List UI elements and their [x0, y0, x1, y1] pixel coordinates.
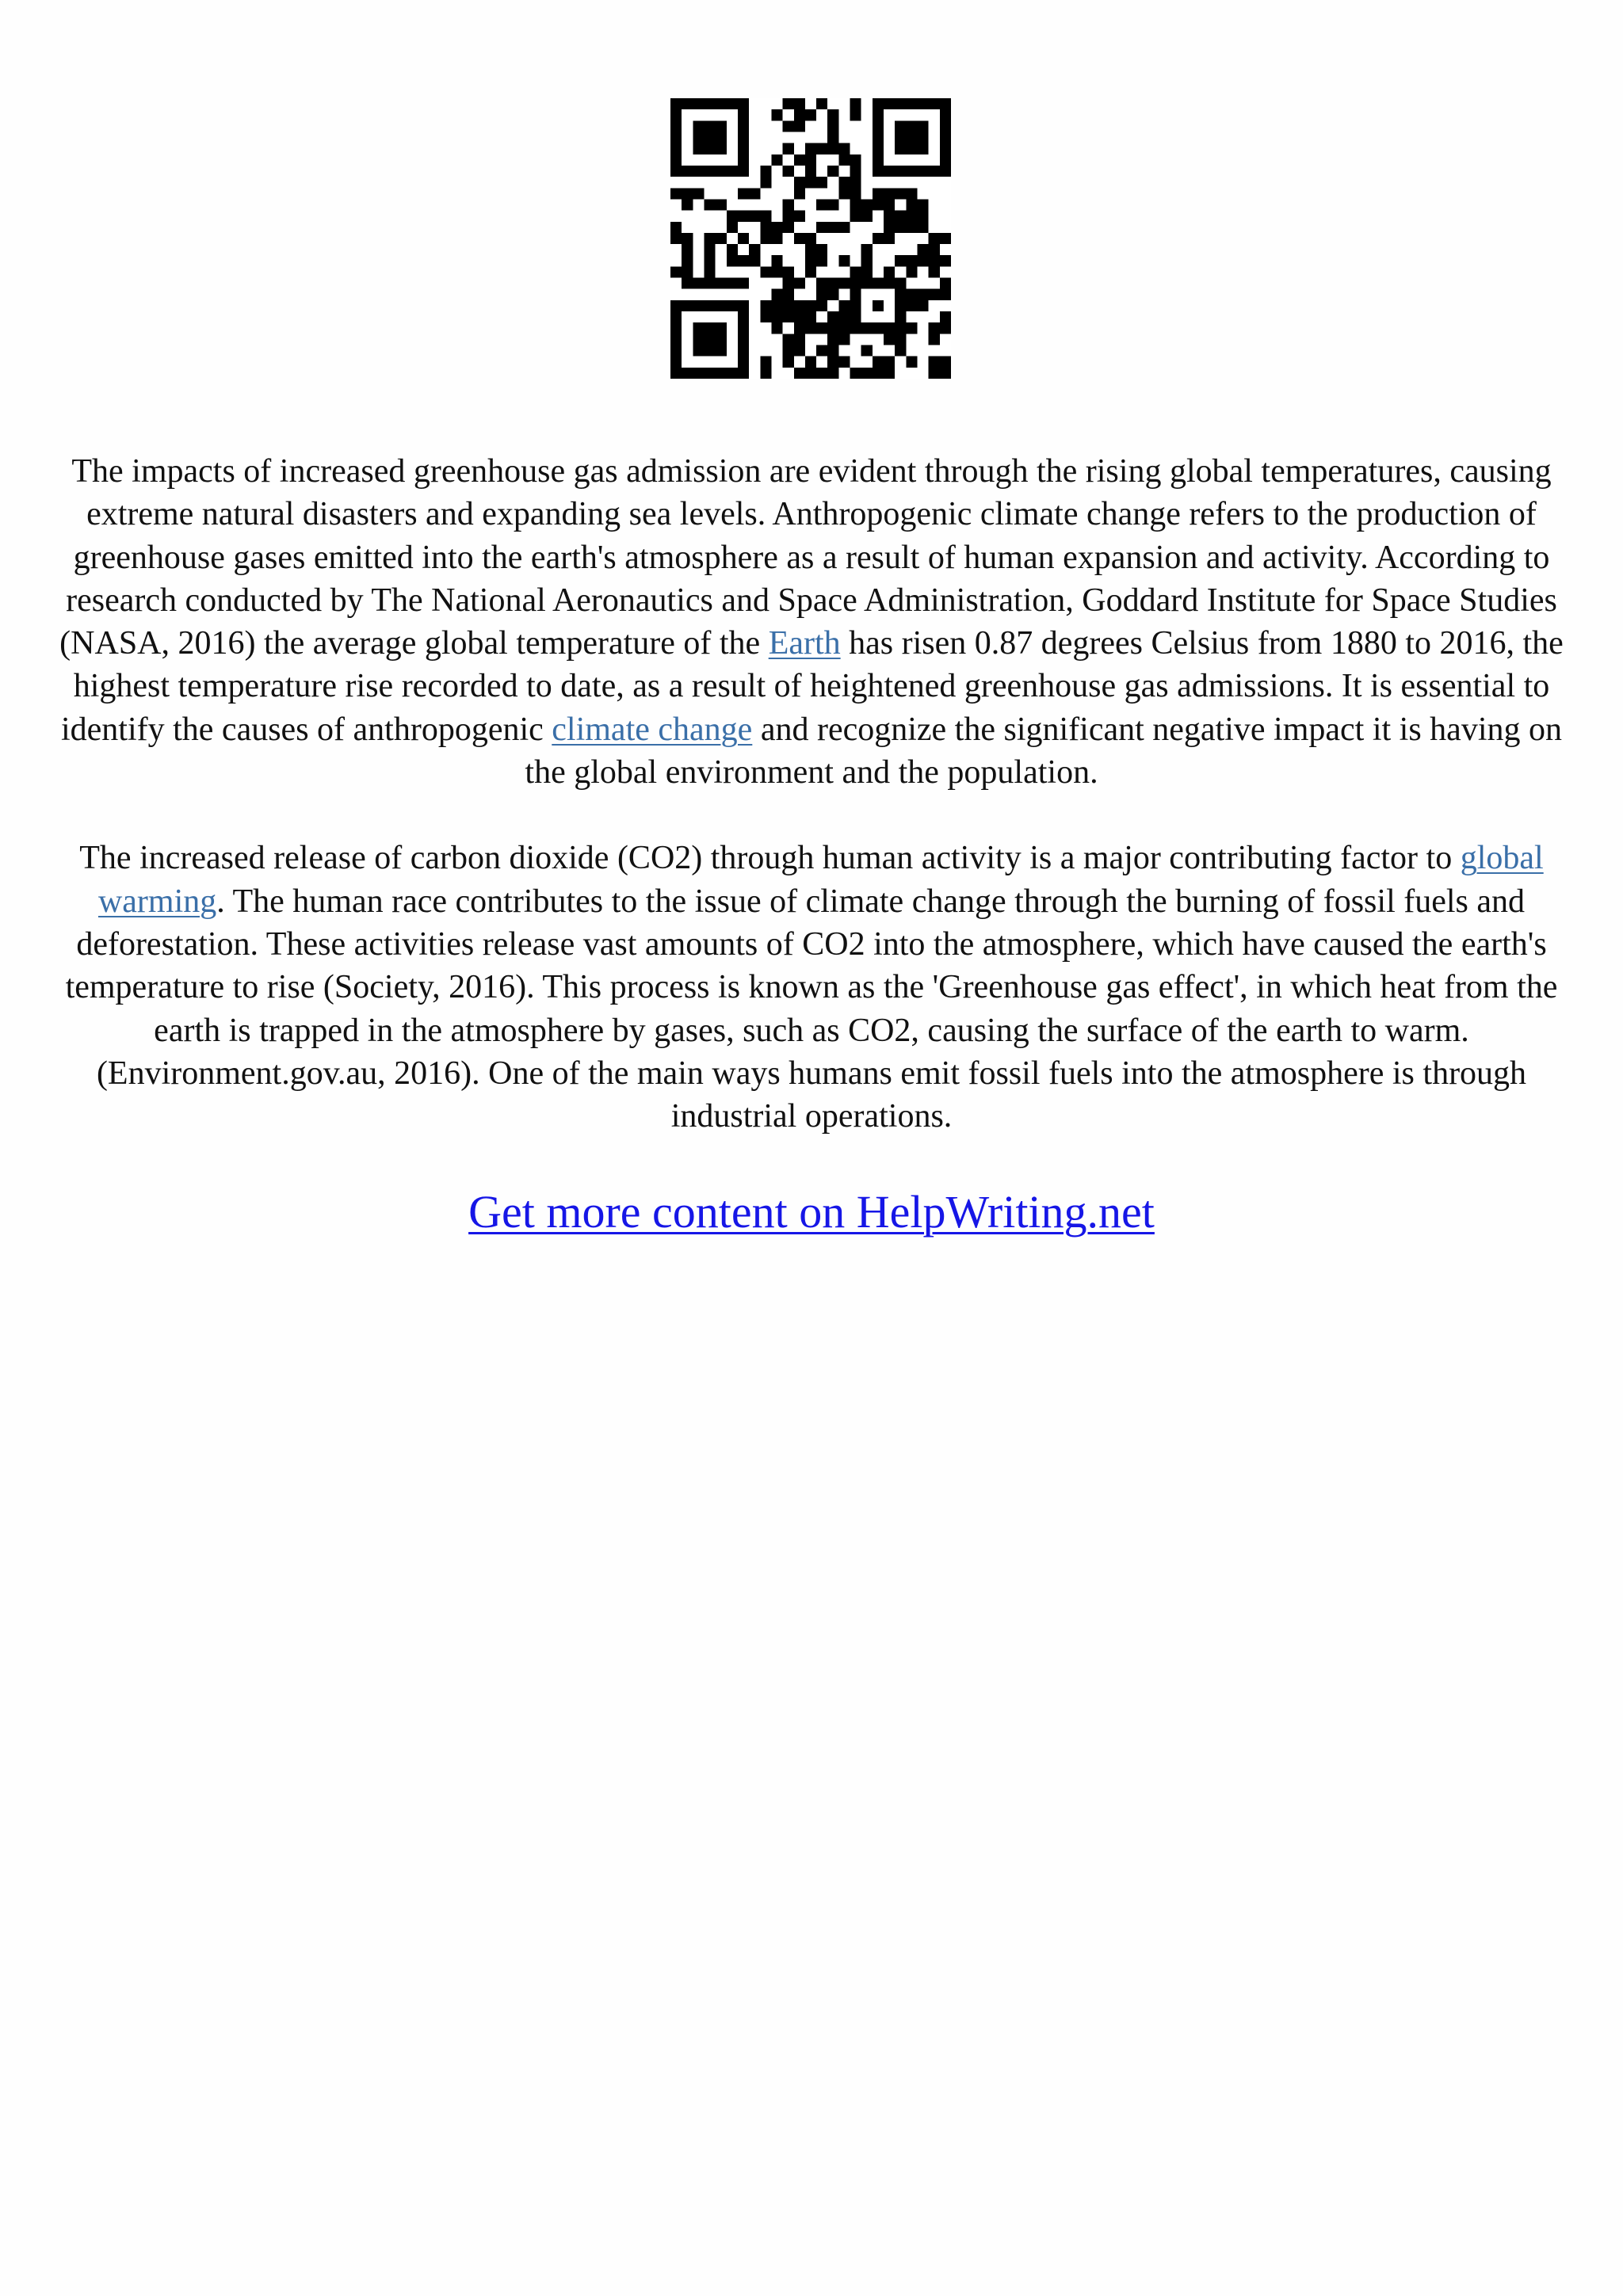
qr-module: [884, 211, 895, 222]
qr-module: [794, 233, 805, 244]
qr-module: [749, 244, 760, 255]
qr-module: [816, 368, 827, 379]
qr-module: [794, 345, 805, 357]
climate-change-link[interactable]: climate change: [552, 711, 753, 748]
qr-module: [816, 289, 827, 300]
qr-module: [929, 334, 940, 345]
qr-module: [816, 222, 827, 233]
qr-module: [670, 233, 682, 244]
qr-module: [738, 188, 749, 199]
qr-module: [738, 211, 749, 222]
qr-module: [861, 211, 873, 222]
qr-module: [794, 334, 805, 345]
qr-module: [861, 199, 873, 210]
qr-module: [749, 211, 760, 222]
qr-module: [727, 211, 738, 222]
qr-module: [850, 177, 861, 188]
paragraph-1: [55, 450, 1568, 794]
qr-module: [929, 266, 940, 277]
qr-module: [884, 188, 895, 199]
qr-module: [861, 255, 873, 266]
qr-module: [816, 244, 827, 255]
qr-module: [918, 255, 929, 266]
qr-module: [906, 266, 917, 277]
more-content-line: [55, 1184, 1568, 1240]
qr-module: [749, 188, 760, 199]
qr-module: [884, 233, 895, 244]
qr-module: [805, 300, 816, 311]
qr-module: [861, 244, 873, 255]
qr-module: [738, 255, 749, 266]
qr-module: [783, 211, 794, 222]
qr-module: [783, 289, 794, 300]
qr-module: [838, 300, 850, 311]
qr-module: [670, 188, 682, 199]
qr-module: [838, 154, 850, 166]
qr-module: [929, 244, 940, 255]
qr-module: [873, 300, 884, 311]
qr-module: [827, 357, 838, 368]
qr-module: [783, 166, 794, 177]
qr-module: [884, 334, 895, 345]
qr-module: [805, 322, 816, 334]
qr-module: [760, 266, 771, 277]
qr-module: [895, 255, 906, 266]
qr-module: [794, 109, 805, 120]
qr-module: [850, 211, 861, 222]
qr-module: [727, 278, 738, 289]
global-warming-link[interactable]: global warming: [97, 840, 1544, 920]
qr-module: [693, 322, 726, 356]
qr-module: [749, 255, 760, 266]
paragraph-1-text-c: and recognize the significant negative impact it is having on the global environment and the population.: [525, 711, 1562, 791]
qr-module: [771, 311, 782, 322]
qr-module: [805, 154, 816, 166]
qr-module: [760, 166, 771, 177]
qr-module: [850, 199, 861, 210]
qr-module: [940, 322, 951, 334]
qr-module: [929, 357, 940, 368]
qr-module: [783, 266, 794, 277]
qr-module: [827, 278, 838, 289]
qr-module: [816, 177, 827, 188]
qr-module: [827, 166, 838, 177]
qr-module: [906, 357, 917, 368]
qr-module: [760, 300, 771, 311]
qr-module: [783, 311, 794, 322]
qr-module: [918, 222, 929, 233]
qr-module: [940, 289, 951, 300]
qr-module: [670, 222, 682, 233]
qr-module: [794, 154, 805, 166]
qr-module: [704, 278, 715, 289]
qr-module: [906, 300, 917, 311]
qr-module: [783, 199, 794, 210]
qr-module: [873, 357, 884, 368]
qr-module: [895, 345, 906, 357]
qr-module: [805, 244, 816, 255]
qr-module: [704, 199, 715, 210]
qr-module: [682, 188, 693, 199]
qr-module: [940, 368, 951, 379]
qr-module: [940, 233, 951, 244]
qr-module: [794, 368, 805, 379]
qr-module: [716, 199, 727, 210]
qr-module: [895, 120, 928, 154]
qr-module: [794, 120, 805, 132]
qr-module: [884, 368, 895, 379]
qr-module: [827, 120, 838, 132]
qr-module: [805, 255, 816, 266]
qr-module: [783, 222, 794, 233]
qr-module: [940, 278, 951, 289]
qr-module: [906, 289, 917, 300]
qr-module: [805, 357, 816, 368]
qr-module: [906, 222, 917, 233]
qr-module: [827, 143, 838, 154]
qr-module: [816, 199, 827, 210]
qr-module: [861, 266, 873, 277]
qr-module: [783, 357, 794, 368]
qr-module: [929, 368, 940, 379]
qr-module: [783, 345, 794, 357]
qr-module: [838, 255, 850, 266]
qr-module: [918, 211, 929, 222]
qr-module: [805, 368, 816, 379]
qr-module: [884, 357, 895, 368]
qr-module: [693, 278, 704, 289]
qr-module: [940, 357, 951, 368]
qr-module: [704, 233, 715, 244]
qr-module: [738, 233, 749, 244]
qr-module: [827, 132, 838, 143]
qr-module: [827, 345, 838, 357]
qr-module: [716, 278, 727, 289]
qr-module: [771, 322, 782, 334]
qr-module: [704, 244, 715, 255]
qr-module: [670, 266, 682, 277]
paragraph-1-text-a: The impacts of increased greenhouse gas admission are evident through the rising global temperatures, causing extreme natural disasters and expanding sea levels. Anthropogenic climate change refers to the production of greenhouse gases emitted into the earth's atmosphere as a result of human expansion and activity. According to research conducted by The National Aeronautics and Space Administration, Goddard Institute for Space Studies (NASA, 2016) the average global temperature of the: [59, 453, 1557, 662]
qr-module: [906, 188, 917, 199]
qr-module: [760, 357, 771, 368]
qr-module: [760, 311, 771, 322]
qr-module: [838, 177, 850, 188]
qr-module: [682, 278, 693, 289]
paragraph-2-text-a: The increased release of carbon dioxide (CO2) through human activity is a major contributing factor to: [79, 840, 1461, 877]
qr-module: [918, 244, 929, 255]
qr-module: [895, 211, 906, 222]
qr-module: [850, 109, 861, 120]
qr-module: [805, 311, 816, 322]
qr-module: [827, 199, 838, 210]
qr-module: [850, 98, 861, 109]
qr-module: [838, 222, 850, 233]
qr-module: [940, 255, 951, 266]
qr-module: [884, 199, 895, 210]
qr-module: [805, 177, 816, 188]
qr-module: [760, 211, 771, 222]
qr-module: [816, 98, 827, 109]
qr-module: [929, 289, 940, 300]
qr-module: [816, 255, 827, 266]
qr-module: [838, 357, 850, 368]
qr-module: [682, 199, 693, 210]
qr-module: [816, 322, 827, 334]
qr-module: [838, 311, 850, 322]
qr-module: [727, 244, 738, 255]
qr-module: [805, 109, 816, 120]
qr-module: [906, 322, 917, 334]
qr-module: [794, 211, 805, 222]
qr-module: [693, 188, 704, 199]
qr-module: [794, 278, 805, 289]
qr-module: [929, 255, 940, 266]
qr-module: [760, 222, 771, 233]
qr-module: [682, 244, 693, 255]
qr-module: [794, 98, 805, 109]
qr-module: [693, 120, 726, 154]
qr-module: [850, 166, 861, 177]
qr-module: [827, 322, 838, 334]
qr-module: [861, 345, 873, 357]
qr-module: [727, 222, 738, 233]
qr-module: [760, 177, 771, 188]
qr-module: [794, 177, 805, 188]
paragraph-1-text-b: has risen 0.87 degrees Celsius from 1880 to 2016, the highest temperature rise recorded to date, as a result of heightened greenhouse gas admissions. It is essential to identify the causes of anthropogenic: [60, 625, 1564, 748]
qr-module: [783, 98, 794, 109]
qr-module: [838, 143, 850, 154]
qr-module: [771, 154, 782, 166]
qr-module: [771, 255, 782, 266]
qr-module: [738, 278, 749, 289]
qr-module: [771, 300, 782, 311]
qr-module: [918, 300, 929, 311]
qr-module: [873, 188, 884, 199]
qr-module: [895, 188, 906, 199]
qr-module: [940, 311, 951, 322]
qr-module: [850, 154, 861, 166]
qr-module: [805, 266, 816, 277]
qr-module: [827, 311, 838, 322]
qr-module: [682, 233, 693, 244]
qr-module: [906, 199, 917, 210]
qr-module: [783, 143, 794, 154]
qr-module: [794, 300, 805, 311]
paragraph-2: [55, 837, 1568, 1138]
qr-module: [827, 109, 838, 120]
qr-module: [884, 222, 895, 233]
qr-module: [873, 233, 884, 244]
qr-module: [771, 109, 782, 120]
qr-module: [906, 255, 917, 266]
qr-module: [760, 233, 771, 244]
qr-module: [682, 255, 693, 266]
qr-module: [838, 322, 850, 334]
qr-module: [816, 278, 827, 289]
document-body: [55, 450, 1568, 1240]
qr-module: [816, 345, 827, 357]
helpwriting-link[interactable]: Get more content on HelpWriting.net: [468, 1186, 1155, 1238]
qr-module: [838, 188, 850, 199]
qr-module: [783, 278, 794, 289]
qr-module: [816, 300, 827, 311]
qr-module: [906, 211, 917, 222]
qr-module: [873, 199, 884, 210]
qr-module: [716, 233, 727, 244]
paragraph-2-text-b: . The human race contributes to the issue of climate change through the burning of fossil fuels and deforestation. These activities release vast amounts of CO2 into the atmosphere, which have caused the earth's temperature to rise (Society, 2016). This process is known as the 'Greenhouse gas effect', in which heat from the earth is trapped in the atmosphere by gases, such as CO2, causing the surface of the earth to warm. (Environment.gov.au, 2016). One of the main ways humans emit fossil fuels into the atmosphere is through industrial operations.: [65, 883, 1558, 1135]
qr-module: [816, 143, 827, 154]
qr-module: [771, 222, 782, 233]
qr-module: [850, 266, 861, 277]
qr-module: [850, 368, 861, 379]
qr-module: [827, 368, 838, 379]
qr-module: [771, 289, 782, 300]
qr-code-icon[interactable]: [670, 98, 951, 379]
qr-module: [783, 300, 794, 311]
qr-module: [838, 278, 850, 289]
qr-module: [827, 334, 838, 345]
earth-link[interactable]: Earth: [768, 625, 841, 662]
qr-module: [794, 188, 805, 199]
qr-module: [794, 322, 805, 334]
qr-module: [873, 368, 884, 379]
qr-module: [805, 233, 816, 244]
qr-module: [918, 289, 929, 300]
qr-module: [682, 266, 693, 277]
qr-module: [727, 255, 738, 266]
qr-module: [771, 233, 782, 244]
qr-module: [760, 368, 771, 379]
qr-module: [895, 222, 906, 233]
qr-module: [783, 120, 794, 132]
qr-module: [827, 222, 838, 233]
qr-module: [704, 266, 715, 277]
qr-module: [929, 233, 940, 244]
qr-module: [861, 368, 873, 379]
qr-module: [918, 199, 929, 210]
qr-module: [850, 188, 861, 199]
qr-module: [884, 266, 895, 277]
qr-module: [794, 311, 805, 322]
qr-module: [895, 334, 906, 345]
qr-module: [827, 289, 838, 300]
qr-module: [929, 322, 940, 334]
qr-module: [838, 334, 850, 345]
qr-module: [771, 266, 782, 277]
qr-module: [704, 255, 715, 266]
qr-module: [805, 143, 816, 154]
qr-module: [783, 334, 794, 345]
qr-module: [805, 166, 816, 177]
